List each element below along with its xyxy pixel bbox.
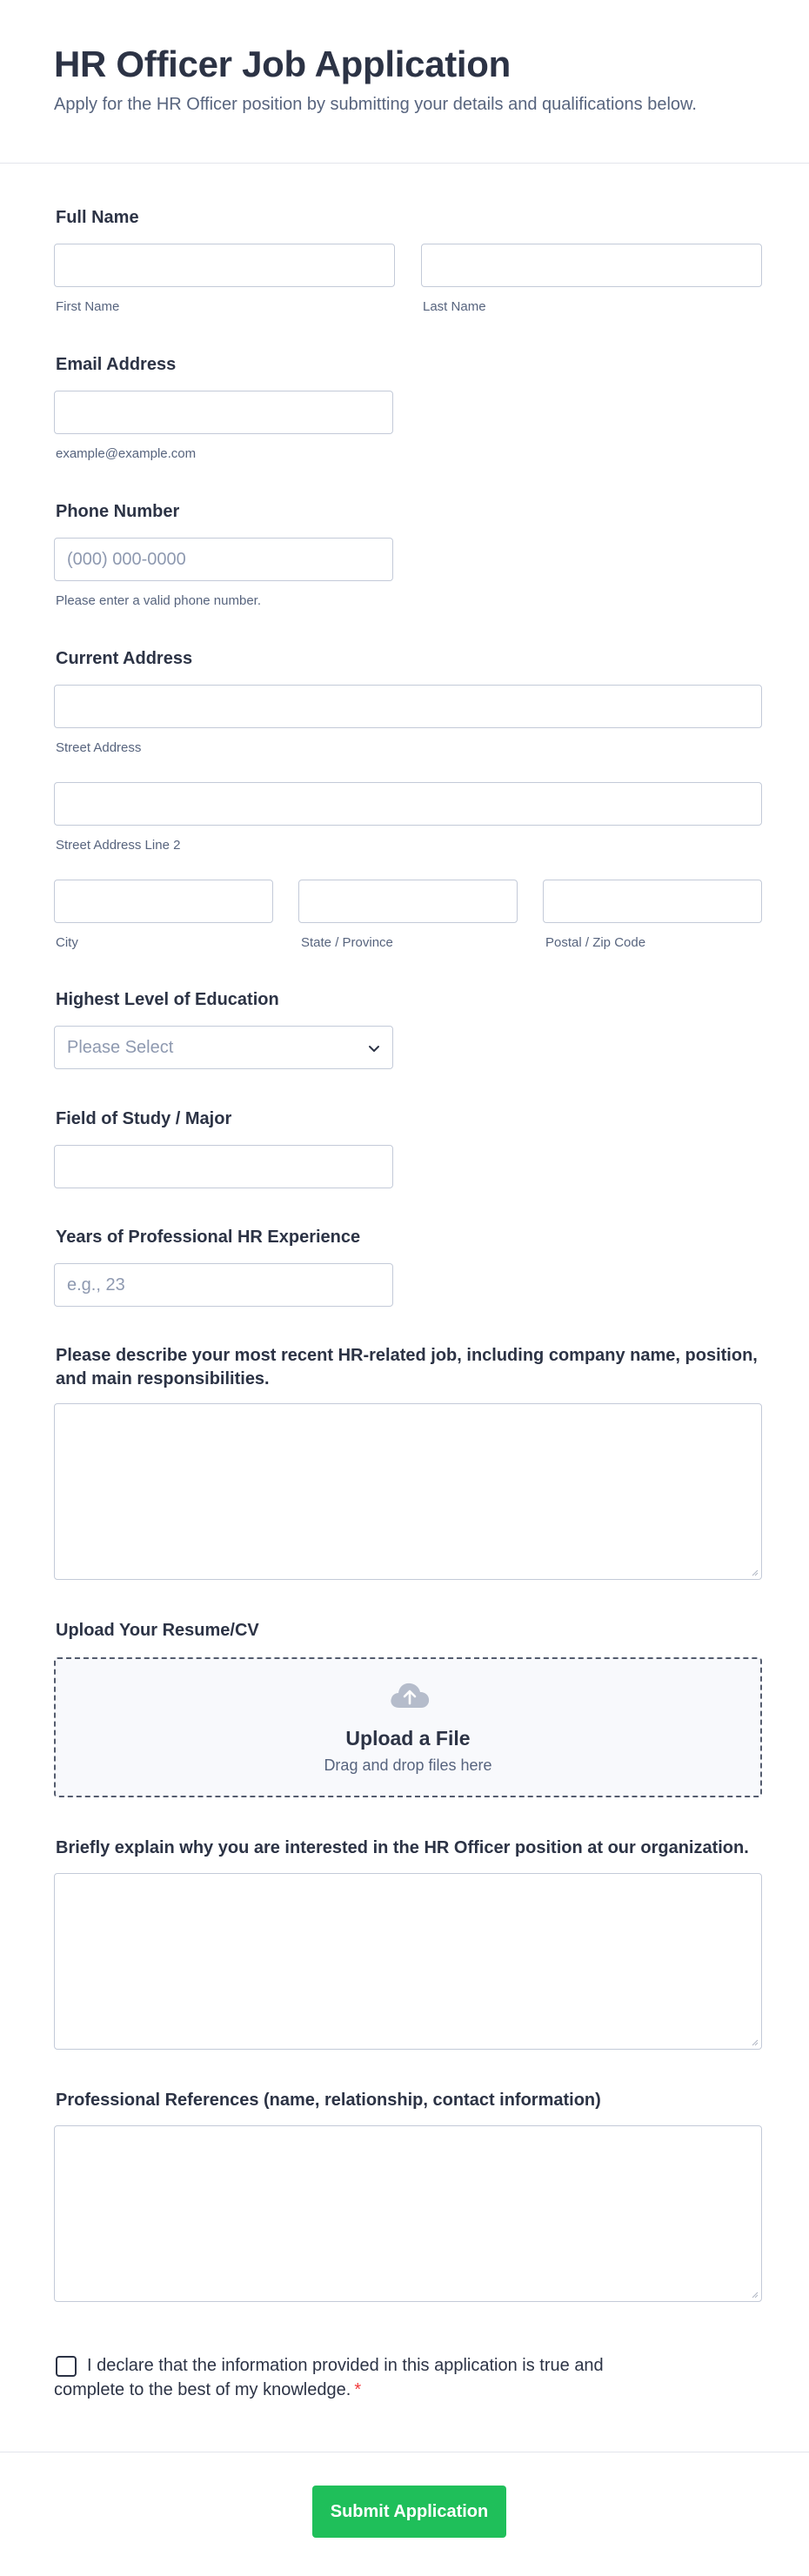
email-label: Email Address: [56, 355, 177, 374]
phone-input[interactable]: [54, 538, 393, 581]
phone-label: Phone Number: [56, 502, 180, 521]
field-of-study-label: Field of Study / Major: [56, 1109, 232, 1128]
references-textarea[interactable]: [54, 2125, 762, 2302]
interest-textarea[interactable]: [54, 1873, 762, 2050]
experience-placeholder: e.g., 23: [67, 1275, 125, 1295]
interest-label: Briefly explain why you are interested in the HR Officer position at our organization.: [56, 1838, 749, 1857]
resize-handle-icon[interactable]: [750, 1568, 759, 1576]
experience-input[interactable]: [54, 1263, 393, 1307]
last-name-sublabel: Last Name: [423, 299, 486, 314]
form-subtitle: Apply for the HR Officer position by submitting your details and qualifications below.: [54, 95, 697, 114]
street-address-sublabel: Street Address: [56, 740, 142, 755]
email-input[interactable]: [54, 391, 393, 434]
file-upload-dropzone[interactable]: [54, 1657, 762, 1797]
full-name-label: Full Name: [56, 208, 139, 227]
references-label: Professional References (name, relationship, contact information): [56, 2091, 601, 2110]
first-name-input[interactable]: [54, 244, 395, 287]
last-name-input[interactable]: [421, 244, 762, 287]
experience-label: Years of Professional HR Experience: [56, 1228, 361, 1247]
education-label: Highest Level of Education: [56, 990, 279, 1009]
declaration-text: [54, 2353, 680, 2402]
city-sublabel: City: [56, 935, 78, 950]
address-label: Current Address: [56, 649, 193, 668]
recent-job-textarea[interactable]: [54, 1403, 762, 1580]
education-selected-value: Please Select: [67, 1037, 174, 1057]
submit-application-button[interactable]: Submit Application: [312, 2486, 506, 2538]
email-sublabel: example@example.com: [56, 446, 197, 461]
resize-handle-icon[interactable]: [750, 2290, 759, 2298]
phone-sublabel: Please enter a valid phone number.: [56, 593, 261, 608]
first-name-sublabel: First Name: [56, 299, 120, 314]
form-header: [0, 0, 809, 164]
form-title: HR Officer Job Application: [54, 43, 511, 84]
resize-handle-icon[interactable]: [750, 2037, 759, 2046]
state-input[interactable]: [298, 880, 518, 923]
declaration-line1: I declare that the information provided in this application is true and: [87, 2356, 604, 2375]
required-asterisk: *: [354, 2380, 362, 2399]
zip-input[interactable]: [543, 880, 762, 923]
state-sublabel: State / Province: [301, 935, 393, 950]
street-address-line2-input[interactable]: [54, 782, 762, 826]
cloud-upload-icon: [388, 1678, 431, 1713]
recent-job-label-line1: Please describe your most recent HR-related job, including company name, position,: [56, 1346, 758, 1365]
phone-placeholder: (000) 000-0000: [67, 549, 186, 569]
zip-sublabel: Postal / Zip Code: [545, 935, 646, 950]
recent-job-label-line2: and main responsibilities.: [56, 1369, 270, 1388]
city-input[interactable]: [54, 880, 273, 923]
resume-label: Upload Your Resume/CV: [56, 1621, 259, 1640]
field-of-study-input[interactable]: [54, 1145, 393, 1188]
street-address-input[interactable]: [54, 685, 762, 728]
street-address-line2-sublabel: Street Address Line 2: [56, 838, 181, 853]
education-select[interactable]: [54, 1026, 393, 1069]
declaration-line2: complete to the best of my knowledge.: [54, 2380, 351, 2399]
upload-subtitle: Drag and drop files here: [324, 1756, 492, 1774]
upload-title: Upload a File: [345, 1727, 471, 1750]
chevron-down-icon: [366, 1040, 382, 1056]
